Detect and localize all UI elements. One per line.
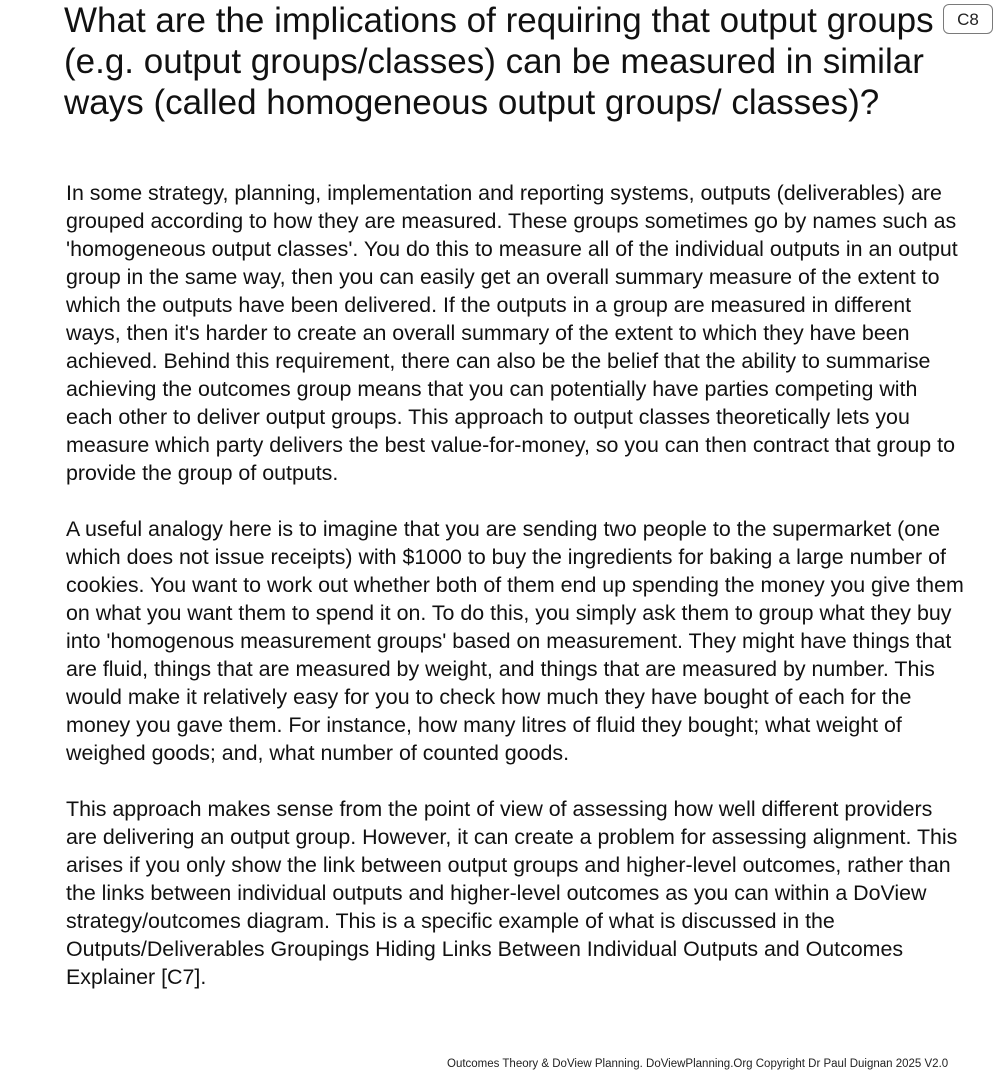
page-title: What are the implications of requiring that output groups (e.g. output groups/classes) can be measured in similar ways (called homogeneous output groups/ classes)?: [64, 1, 934, 122]
copyright-footer: Outcomes Theory & DoView Planning. DoViewPlanning.Org Copyright Dr Paul Duignan 2025 V2.0: [447, 1058, 949, 1070]
paragraph-alignment-problem: This approach makes sense from the point of view of assessing how well different providers are delivering an output group. However, it can create a problem for assessing alignment. This arises if you only show the link between output groups and higher-level outcomes, rather than the links between individual outputs and higher-level outcomes as you can within a DoView strategy/outcomes diagram. This is a specific example of what is discussed in the Outputs/Deliverables Groupings Hiding Links Between Individual Outputs and Outcomes Explainer [C7].: [66, 797, 958, 989]
paragraph-output-groups: In some strategy, planning, implementation and reporting systems, outputs (deliverables) are grouped according to how they are measured. These groups sometimes go by names such as 'homogeneous output classes'. You do this to measure all of the individual outputs in an output group in the same way, then you can easily get an overall summary measure of the extent to which the outputs have been delivered. If the outputs in a group are measured in different ways, then it's harder to create an overall summary of the extent to which they have been achieved. Behind this requirement, there can also be the belief that the ability to summarise achieving the outcomes group means that you can potentially have parties competing with each other to deliver output groups. This approach to output classes theoretically lets you measure which party delivers the best value-for-money, so you can then contract that group to provide the group of outputs.: [66, 181, 958, 485]
article-body: [66, 179, 966, 1019]
paragraph-supermarket-analogy: A useful analogy here is to imagine that you are sending two people to the supermarket (one which does not issue receipts) with $1000 to buy the ingredients for baking a large number of cookies. You want to work out whether both of them end up spending the money you give them on what you want them to spend it on. To do this, you simply ask them to group what they buy into 'homogenous measurement groups' based on measurement. They might have things that are fluid, things that are measured by weight, and things that are measured by number. This would make it relatively easy for you to check how much they have bought of each for the money you gave them. For instance, how many litres of fluid they bought; what weight of weighed goods; and, what number of counted goods.: [66, 517, 964, 765]
section-code-badge: C8: [943, 4, 993, 34]
